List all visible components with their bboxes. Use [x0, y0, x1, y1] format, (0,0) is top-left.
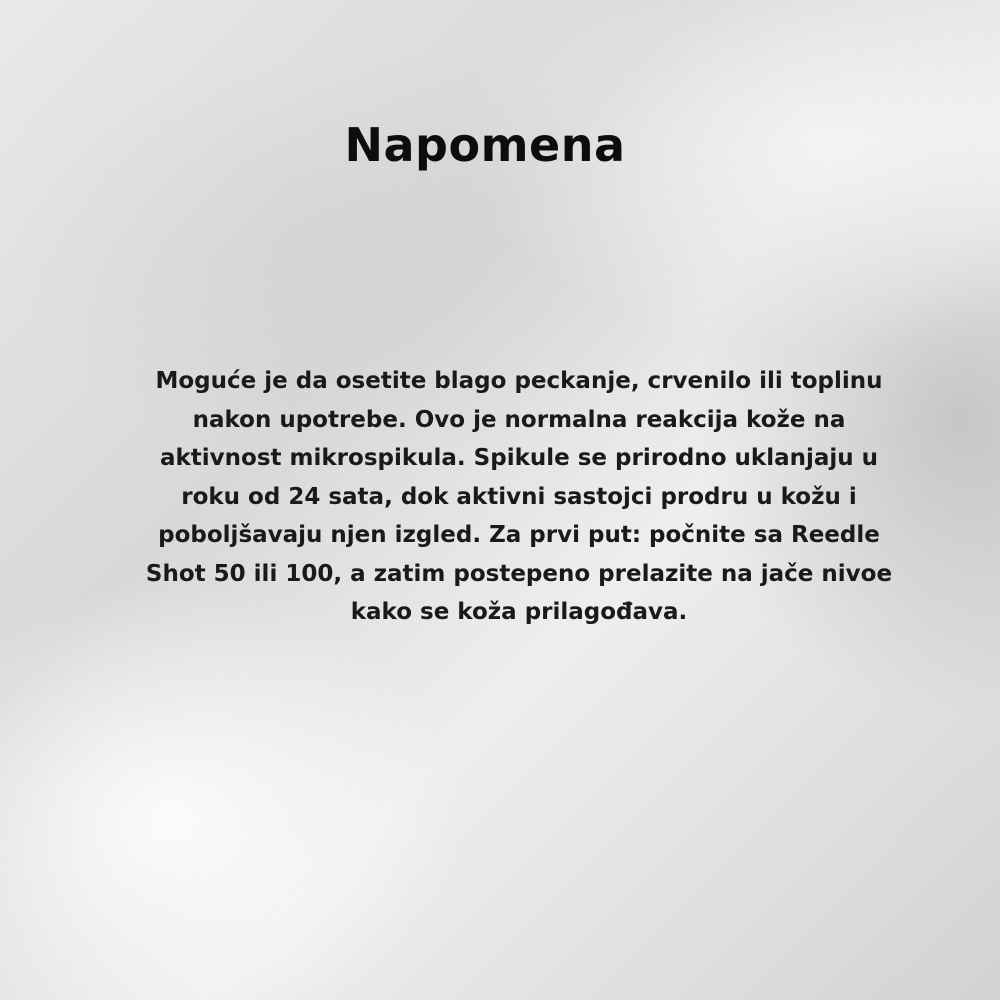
note-title: Napomena [344, 118, 626, 172]
note-body: Moguće je da osetite blago peckanje, crvenilo ili toplinu nakon upotrebe. Ovo je normalna reakcija kože na aktivnost mikrospikula. Spikule se prirodno uklanjaju u roku od 24 sata, dok aktivni sastojci prodru u kožu i poboljšavaju njen izgled. Za prvi put: počnite sa Reedle Shot 50 ili 100, a zatim postepeno prelazite na jače nivoe kako se koža prilagođava. [145, 368, 893, 625]
